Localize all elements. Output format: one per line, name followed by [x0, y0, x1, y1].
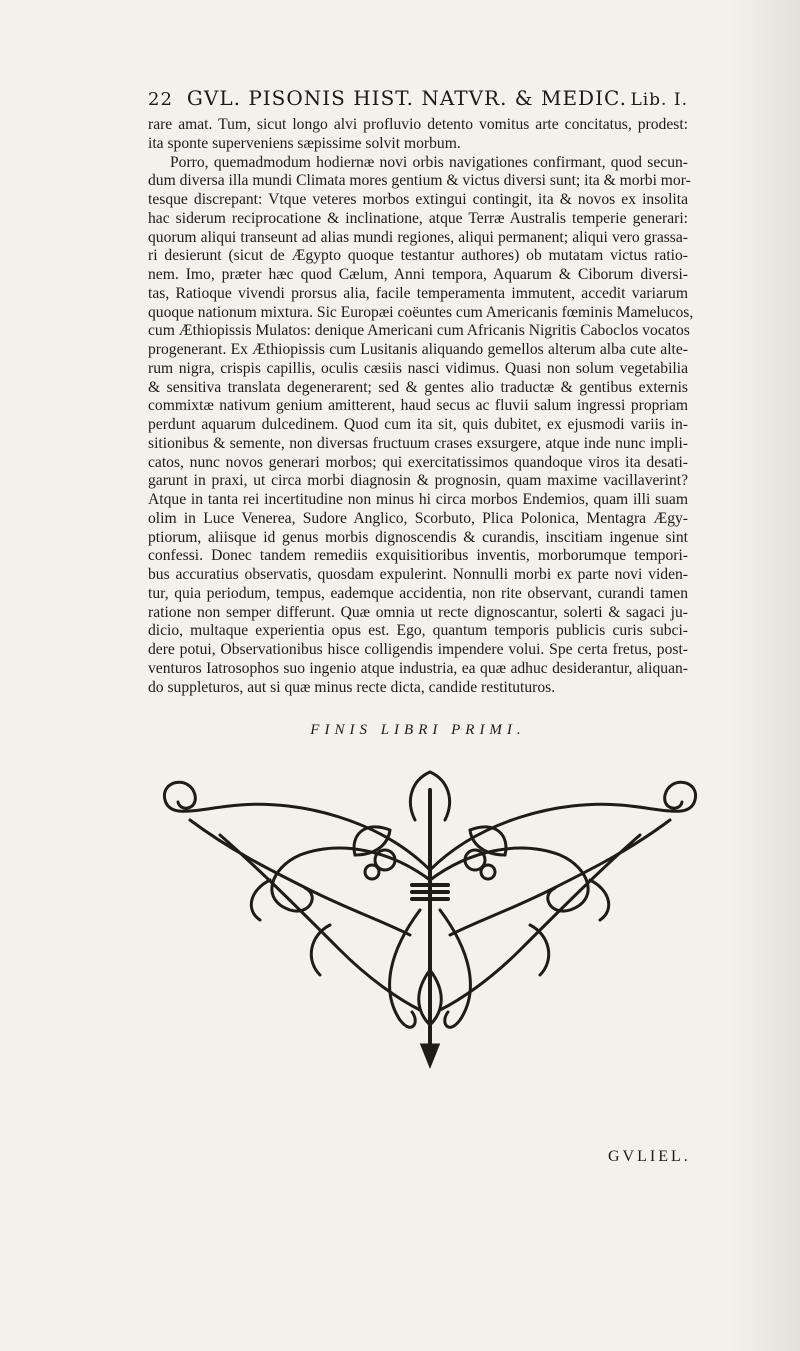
text-line: catos, nunc novos generari morbos; qui exercitatissimos quandoque viros ita desati-	[148, 453, 688, 471]
text-line: venturos Iatrosophos suo ingenio atque industria, ea quæ adhuc desiderantur, aliquan-	[148, 659, 688, 677]
text-line: Porro, quemadmodum hodiernæ novi orbis navigationes confirmant, quod secun-	[170, 153, 688, 171]
text-line: rare amat. Tum, sicut longo alvi profluvio detento vomitus arte concitatus, prodest:	[148, 116, 688, 133]
text-line: dere potui, Observationibus hisce colligendis impendere volui. Spe certa fretus, post-	[148, 641, 688, 658]
text-line: tesque discrepant: Vtque veteres morbos extingui contingit, ita & novos ex insolita	[148, 191, 688, 208]
body-text	[148, 116, 694, 697]
text-line: bus accuratius observatis, quosdam expulerint. Nonnulli morbi ex parte novi viden-	[148, 566, 688, 583]
page-number: 22	[148, 89, 173, 110]
text-line: Atque in tanta rei incertitudine non minus hi circa morbos Endemios, quam illi suam	[148, 491, 688, 508]
text-line: progenerant. Ex Æthiopissis cum Lusitanis aliquando gemellos alterum alba cute alte-	[148, 341, 688, 358]
text-line: dum diversa illa mundi Climata mores gentium & victus diversi sunt; ita & morbi mor-	[148, 172, 691, 190]
text-line: olim in Luce Venerea, Sudore Anglico, Scorbuto, Plica Polonica, Mentagra Ægy-	[148, 509, 688, 527]
text-line: nem. Imo, præter hæc quod Cælum, Anni tempora, Aquarum & Ciborum diversi-	[148, 266, 688, 283]
finis-libri-heading: FINIS LIBRI PRIMI.	[310, 722, 526, 738]
text-line: & sensitiva translata degenerarent; sed & gentes alio traductæ & gentibus externis	[148, 378, 688, 396]
text-line: rum nigra, crispis capillis, oculis cæsiis nasci vidimus. Quasi non solum vegetabilia	[148, 359, 688, 377]
text-line: perdunt aquarum dulcedinem. Quod cum ita sit, quis dubitet, ex ejusmodi variis in-	[148, 416, 688, 433]
text-line: ptiorum, aliisque id genus morbis dignoscendis & curandis, inscitiam ingenue sint	[148, 528, 688, 546]
text-line: garunt in praxi, ut circa morbi diagnosin & prognosin, quam maxime vacillaverint?	[148, 472, 688, 490]
text-line: hac siderum reciprocatione & inclinatione, atque Terræ Australis temperie generari:	[148, 209, 688, 227]
text-line: tur, quia periodum, tempus, eademque accidentia, non rite observant, curandi tamen	[148, 584, 688, 602]
text-line: confessi. Donec tandem remediis exquisitioribus inventis, morborumque tempori-	[148, 547, 688, 565]
text-line: ita sponte superveniens sæpissime solvit morbum.	[148, 134, 461, 152]
page-gutter-shadow	[730, 0, 800, 1351]
catchword: GVLIEL.	[608, 1148, 691, 1165]
text-line: tas, Ratioque vivendi prorsus alia, facile temperamenta immutent, accedit variarum	[148, 284, 688, 302]
text-line: do suppleturos, aut si quæ minus recte dicta, candide restituturos.	[148, 678, 556, 696]
text-line: dicio, multaque experientia opus est. Ego, quantum temporis publicis curis subci-	[148, 622, 688, 640]
text-line: cum Æthiopissis Mulatos: denique Americani cum Africanis Nigritis Caboclos vocatos	[148, 322, 690, 340]
text-line: commixtæ nativum genium amitterent, haud secus ac fluvii salum ingressi propriam	[148, 397, 688, 415]
running-header	[148, 86, 688, 114]
text-line: ri desierunt (sicut de Ægypto quoque testantur authores) ob mutatam victus ratio-	[148, 247, 688, 265]
text-line: quorum aliqui transeunt ad alias mundi regiones, aliqui permanent; aliqui vero grassa-	[148, 228, 688, 246]
text-line: quoque nationum mixtura. Sic Europæi coëuntes cum Americanis fœminis Mamelucos,	[148, 303, 694, 321]
text-line: ratione non semper differunt. Quæ omnia ut recte dignoscantur, solerti & sagaci ju-	[148, 603, 688, 621]
floral-tailpiece-ornament	[150, 760, 710, 1070]
text-line: sitionibus & semente, non diversas fructuum crases exsurgere, atque inde nunc impli-	[148, 434, 688, 452]
running-title: GVL. PISONIS HIST. NATVR. & MEDIC.	[186, 86, 627, 110]
book-number: Lib. I.	[630, 90, 688, 110]
